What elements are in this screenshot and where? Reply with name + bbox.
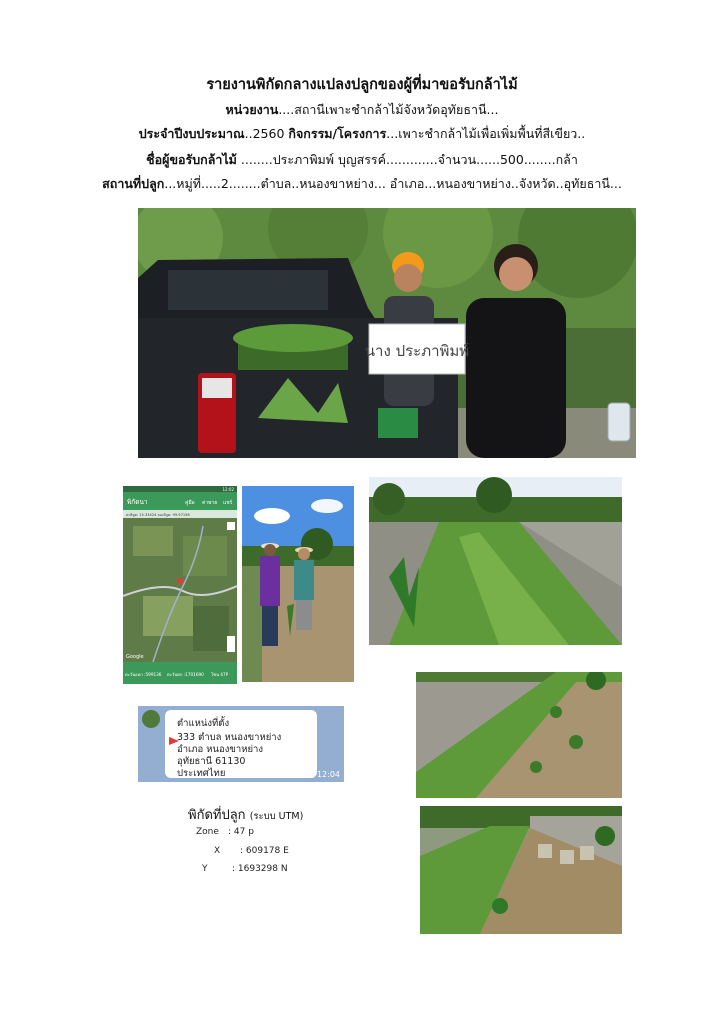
utm-x-value: : 609178 E — [240, 846, 289, 856]
unit-line — [0, 100, 724, 120]
field-photo-2 — [416, 672, 622, 798]
location-card — [138, 706, 344, 782]
location-title: ตำแหน่งที่ตั้ง — [177, 718, 230, 729]
site-label: สถานที่ปลูก — [102, 176, 165, 191]
map-app-screenshot — [123, 486, 237, 684]
site-value: ...หมู่ที่.....2........ตำบล..หนองขาหย่าง... อำเภอ...หนองขาหย่าง..จังหวัด..อุทัยธานี... — [164, 176, 622, 191]
project-value: ...เพาะชำกล้าไม้เพื่อเพิ่มพื้นที่สีเขียว.. — [386, 126, 586, 141]
utm-title — [188, 804, 303, 825]
fiscal-value: ..2560 — [244, 126, 285, 141]
map-coords-bar: ละติจูด: 15.33424 ลองจิจูด: 99.97156 — [126, 513, 190, 517]
location-line-3: อุทัยธานี 61130 — [177, 756, 246, 767]
report-title: รายงานพิกัดกลางแปลงปลูกของผู้ที่มาขอรับกล้าไม้ — [206, 77, 518, 93]
map-google-label: Google — [126, 654, 144, 660]
map-footer-west: ตะวันตก :1701690 — [167, 672, 204, 677]
map-menu-guide: คู่มือ — [185, 500, 195, 506]
utm-zone-value: : 47 p — [228, 827, 254, 837]
map-footer-zone: โซน 47P — [211, 672, 229, 677]
utm-title-text: พิกัดที่ปลูก — [188, 808, 246, 823]
fiscal-line — [0, 124, 724, 144]
utm-system: (ระบบ UTM) — [249, 811, 304, 822]
site-line — [0, 174, 724, 194]
location-line-4: ประเทศไทย — [177, 768, 226, 779]
people-in-field-photo — [242, 486, 354, 682]
utm-y-label: Y — [202, 864, 208, 874]
seedling-handover-photo — [138, 208, 636, 458]
recipient-label: ชื่อผู้ขอรับกล้าไม้ — [146, 152, 237, 167]
recipient-line — [0, 150, 724, 170]
location-line-2: อำเภอ หนองขาหย่าง — [177, 744, 264, 755]
utm-zone-label: Zone — [196, 827, 219, 837]
unit-value: ....สถานีเพาะชำกล้าไม้จังหวัดอุทัยธานี... — [278, 102, 499, 117]
utm-x-label: X — [214, 846, 221, 856]
name-sign: นาง ประภาพิมพ์ — [364, 342, 470, 360]
map-status-time: 12:02 — [222, 487, 234, 492]
project-label: กิจกรรม/โครงการ — [288, 126, 387, 141]
recipient-value: ........ประภาพิมพ์ บุญสรรค์.............จำนวน......500........กล้า — [240, 152, 578, 167]
fiscal-label: ประจำปีงบประมาณ — [138, 126, 245, 141]
location-line-1: 333 ตำบล หนองขาหย่าง — [177, 732, 282, 743]
field-photo-1 — [369, 477, 622, 645]
map-menu-share: แชร์ — [223, 500, 233, 506]
location-bubble — [165, 710, 317, 778]
utm-y-value: : 1693298 N — [232, 864, 288, 874]
location-time: 12:04 — [316, 770, 340, 779]
map-footer-east: ตะวันออก :599136 — [125, 672, 162, 677]
field-photo-3 — [420, 806, 622, 934]
map-menu-value: ค่าพาย — [202, 500, 218, 506]
map-app-title: พิกัดนา — [127, 498, 148, 506]
unit-label: หน่วยงาน — [225, 102, 279, 117]
